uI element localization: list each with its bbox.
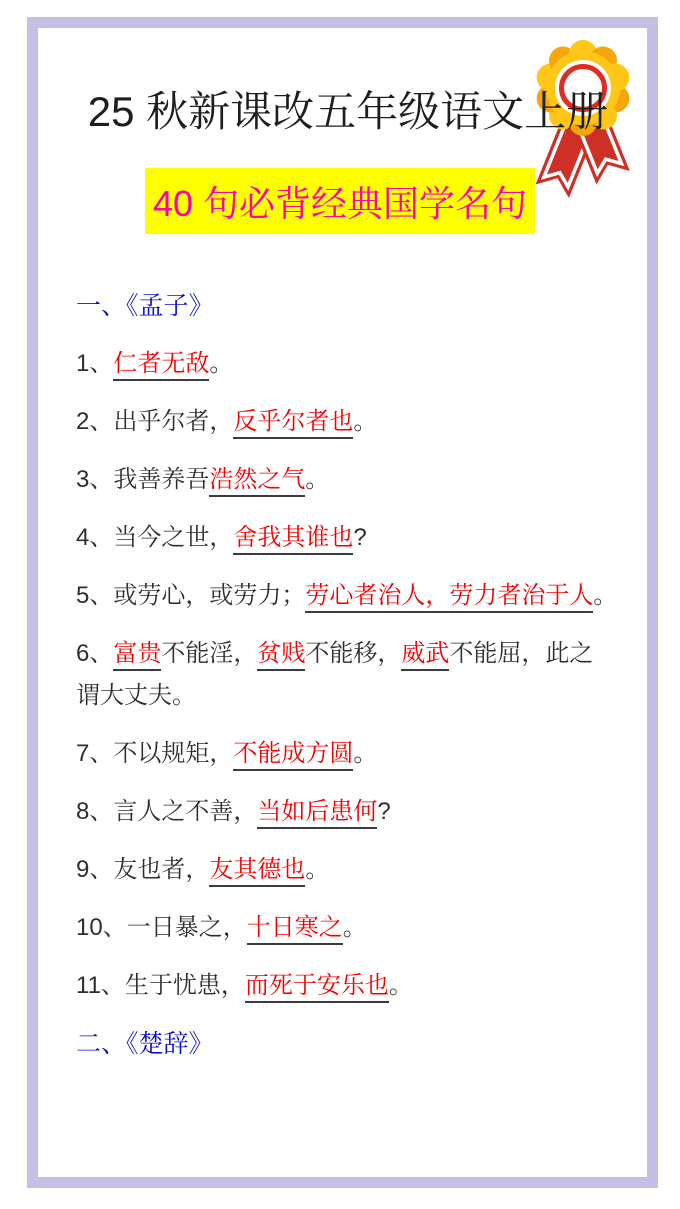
quote-item xyxy=(76,343,606,385)
highlighted-phrase: 而死于安乐也 xyxy=(245,972,389,1003)
quote-text: 8、言人之不善， xyxy=(76,798,258,825)
quote-text: 。 xyxy=(342,914,367,941)
highlighted-phrase: 反乎尔者也 xyxy=(233,408,353,439)
quote-text: 6、 xyxy=(76,640,114,667)
quote-text: 。 xyxy=(305,466,330,493)
highlighted-phrase: 不能成方圆 xyxy=(233,740,353,771)
highlighted-phrase: 友其德也 xyxy=(209,856,305,887)
section-heading xyxy=(76,285,606,327)
quote-text: 不能淫， xyxy=(161,640,258,667)
highlighted-phrase: 贫贱 xyxy=(257,640,305,671)
quote-text: 。 xyxy=(388,972,413,999)
quote-text: 11、生于忧患， xyxy=(76,972,245,999)
quote-item xyxy=(76,907,606,949)
quote-list xyxy=(76,285,618,1081)
quote-text: 。 xyxy=(305,856,330,883)
quote-text: ? xyxy=(353,524,367,551)
quote-text: 。 xyxy=(353,740,378,767)
highlighted-phrase: 舍我其谁也 xyxy=(233,524,353,555)
quote-text: 10、一日暴之， xyxy=(76,914,247,941)
subtitle-text: 40 句必背经典国学名句 xyxy=(152,182,528,224)
quote-item xyxy=(76,459,606,501)
highlighted-phrase: 富贵 xyxy=(113,640,161,671)
highlighted-phrase: 劳心者治人，劳力者治于人 xyxy=(305,582,593,613)
quote-text: 不能屈，此之谓大丈夫。 xyxy=(76,640,594,709)
quote-text: ? xyxy=(377,798,391,825)
quote-item xyxy=(76,849,606,891)
subtitle-highlight xyxy=(145,168,535,234)
quote-text: 。 xyxy=(593,582,618,609)
section-heading xyxy=(76,1023,606,1065)
highlighted-phrase: 十日寒之 xyxy=(247,914,343,945)
highlighted-phrase: 威武 xyxy=(401,640,449,671)
quote-text: 二、《楚辞》 xyxy=(76,1030,214,1058)
quote-text: 9、友也者， xyxy=(76,856,210,883)
quote-text: 1、 xyxy=(76,350,114,377)
quote-text: 2、出乎尔者， xyxy=(76,408,234,435)
quote-item xyxy=(76,965,606,1007)
quote-text: 4、当今之世， xyxy=(76,524,234,551)
quote-item xyxy=(76,575,618,617)
quote-item xyxy=(76,517,606,559)
quote-text: 3、我善养吾 xyxy=(76,466,210,493)
quote-item xyxy=(76,791,606,833)
quote-item xyxy=(76,401,606,443)
quote-text: 不能移， xyxy=(305,640,402,667)
quote-text: 。 xyxy=(209,350,234,377)
page-title: 25 秋新课改五年级语文上册 xyxy=(87,88,609,135)
highlighted-phrase: 当如后患何 xyxy=(257,798,377,829)
quote-text: 5、或劳心，或劳力； xyxy=(76,582,306,609)
quote-text: 一、《孟子》 xyxy=(76,292,214,320)
quote-text: 。 xyxy=(353,408,378,435)
quote-item xyxy=(76,633,606,717)
highlighted-phrase: 浩然之气 xyxy=(209,466,305,497)
quote-text: 7、不以规矩， xyxy=(76,740,234,767)
quote-item xyxy=(76,733,606,775)
highlighted-phrase: 仁者无敌 xyxy=(113,350,209,381)
